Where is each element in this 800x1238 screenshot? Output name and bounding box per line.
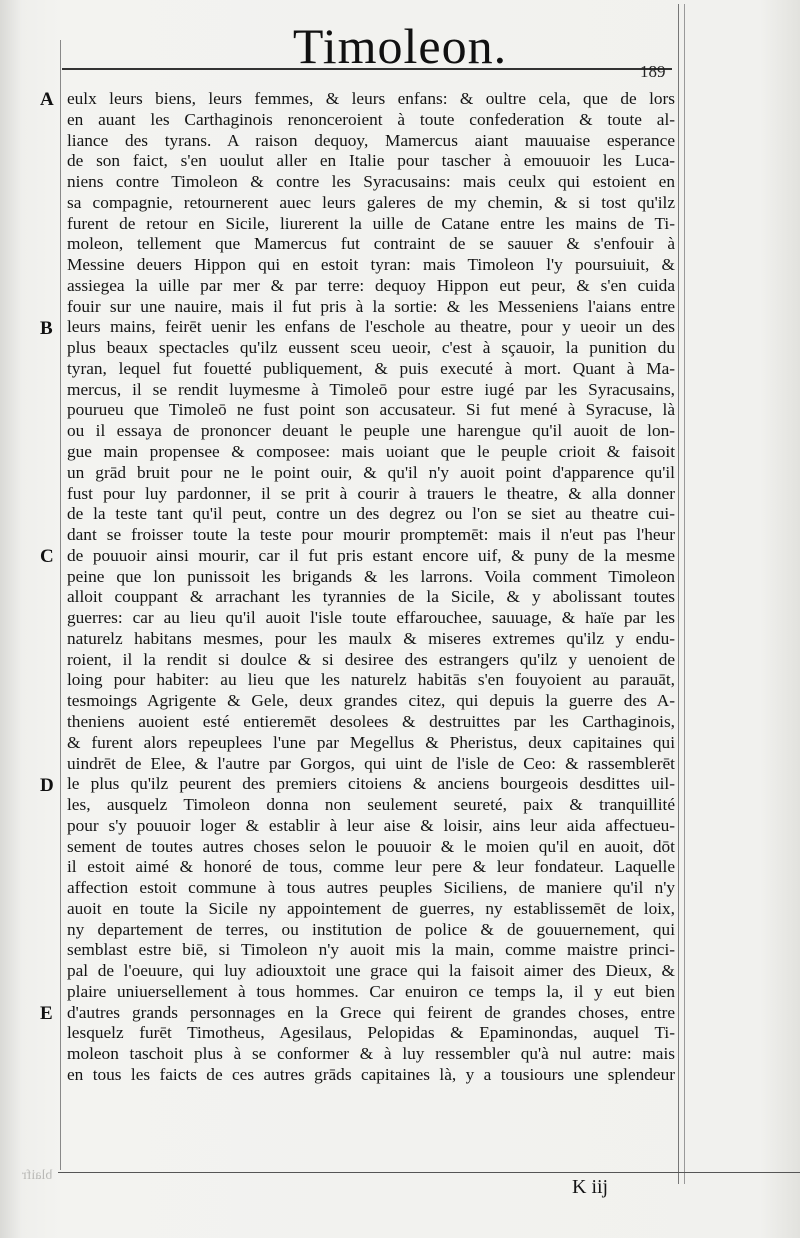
text-line: guerres: car au lieu qu'il auoit l'isle toute effarouchee, sauuage, & haïe par les (67, 608, 675, 628)
text-line: affection estoit commune à tous autres peuples Siciliens, de maniere qu'il n'y (67, 878, 675, 898)
text-line: le plus qu'ilz peurent des premiers citoiens & anciens bourgeois desdittes uil- (67, 774, 675, 794)
text-line: les, ausquelz Timoleon donna non seulement seureté, paix & tranquillité (67, 795, 675, 815)
margin-marker-d: D (40, 774, 54, 796)
right-margin-rule-outer (684, 4, 685, 1184)
text-line: pour s'y pouuoir loger & establir à leur aise & loisir, ains leur aida affectueu- (67, 815, 675, 835)
text-line: moleon taschoit plus à se conformer & à luy ressembler qu'à nul autre: mais (67, 1044, 675, 1064)
text-line: semblast estre biē, si Timoleon n'y auoit mis la main, comme maistre princi- (67, 940, 675, 960)
text-line: en tous les faicts de ces autres grāds capitaines là, y a tousiours une splendeur (67, 1064, 675, 1084)
text-line: leurs mains, feirēt uenir les enfans de l'eschole au theatre, pour y ueoir un des (67, 317, 675, 337)
text-line: peine que lon punissoit les brigands & les larrons. Voila comment Timoleon (67, 566, 675, 586)
text-line: liance des tyrans. A raison dequoy, Mamercus aiant mauuaise esperance (67, 130, 675, 150)
text-line: mercus, il se rendit luymesme à Timoleō pour estre iugé par les Syracusains, (67, 379, 675, 399)
text-line: moleon, tellement que Mamercus fut contraint de se sauuer & s'enfouir à (67, 234, 675, 254)
page-title: Timoleon. (292, 18, 508, 74)
text-line: plus beaux spectacles qu'ilz eussent sceu ueoir, c'est à sçauoir, la punition du (67, 338, 675, 358)
text-line: pal de l'oeuure, qui luy adiouxtoit une grace qui la faisoit aimer des Dieux, & (67, 961, 675, 981)
right-margin-rule (678, 4, 679, 1184)
text-line: alloit couppant & arrachant les tyrannies de la Sicile, & y abolissant toutes (67, 587, 675, 607)
text-line: d'autres grands personnages en la Grece qui feirent de grandes choses, entre (67, 1002, 675, 1022)
body-text (67, 89, 675, 1086)
text-line: & furent alors repeuplees l'une par Megellus & Pheristus, deux capitaines qui (67, 732, 675, 752)
left-margin-rule (60, 40, 61, 1170)
text-line: ou il essaya de prononcer deuant le peuple une harengue qu'il auoit de lon- (67, 421, 675, 441)
margin-marker-c: C (40, 546, 54, 568)
text-line: dant se froisser toute la teste pour mourir promptemēt: mais il n'eut pas l'heur (67, 525, 675, 545)
text-line: assiegea la uille par mer & par terre: dequoy Hippon eut peur, & s'en cuida (67, 275, 675, 295)
text-line: ny departement de terres, ou institution de police & de gouuernement, qui (67, 919, 675, 939)
text-line: tyran, lequel fut fouetté publiquement, & puis executé à mort. Quant à Ma- (67, 358, 675, 378)
text-line: furent de retour en Sicile, liurerent la uille de Catane entre les mains de Ti- (67, 213, 675, 233)
text-line: tesmoings Agrigente & Gele, deux grandes citez, qui depuis la guerre des A- (67, 691, 675, 711)
text-line: lesquelz furēt Timotheus, Agesilaus, Pelopidas & Epaminondas, auquel Ti- (67, 1023, 675, 1043)
signature-mark: K iij (572, 1176, 609, 1198)
title-rule (62, 68, 672, 70)
text-line: il estoit aimé & honoré de tous, comme leur pere & leur fondateur. Laquelle (67, 857, 675, 877)
text-line: de son faict, s'en uoulut aller en Italie pour tascher à emouuoir les Luca- (67, 151, 675, 171)
text-line: niens contre Timoleon & contre les Syracusains: mais ceulx qui estoient en (67, 172, 675, 192)
page-number: 189 (640, 62, 666, 81)
text-line: de pouuoir ainsi mourir, car il fut pris estant encore uif, & puny de la mesme (67, 545, 675, 565)
text-line: Messine deuers Hippon qui en estoit tyran: mais Timoleon l'y poursuiuit, & (67, 255, 675, 275)
text-line: uindrēt de Elee, & l'autre par Gorgos, qui uint de l'isle de Ceo: & rassemblerēt (67, 753, 675, 773)
text-line: sement de toutes autres choses selon le pouuoir & le moien qu'il en auoit, dōt (67, 836, 675, 856)
bottom-rule (58, 1172, 800, 1173)
bleed-through-text: blaifr (22, 1168, 53, 1183)
text-line: fust pour luy pardonner, il se prit à courir à trauers le theatre, & alla donner (67, 483, 675, 503)
text-line: pourueu que Timoleō ne fust point son accusateur. Si fut mené à Syracuse, là (67, 400, 675, 420)
text-line: gue main propensee & composee: mais uoiant que le peuple crioit & faisoit (67, 442, 675, 462)
text-line: un grād bruit pour ne le point ouir, & qu'il n'y auoit point d'apparence qu'il (67, 462, 675, 482)
margin-marker-b: B (40, 317, 53, 339)
text-line: eulx leurs biens, leurs femmes, & leurs enfans: & oultre cela, que de lors (67, 89, 675, 108)
margin-marker-e: E (40, 1003, 53, 1025)
text-line: loing pour habiter: au lieu que les naturelz habitās s'en fouyoient au parauāt, (67, 670, 675, 690)
margin-marker-a: A (40, 89, 54, 110)
text-line: en auant les Carthaginois renonceroient à toute confederation & toute al- (67, 109, 675, 129)
text-line: roient, il la rendit si doulce & si desiree des estrangers qu'ilz y uenoient de (67, 649, 675, 669)
text-line: auoit en toute la Sicile ny appointement de guerres, ny establissemēt de loix, (67, 898, 675, 918)
text-line: plaire uniuersellement à tous hommes. Car enuiron ce temps la, il y eut bien (67, 981, 675, 1001)
text-line: sa compagnie, retournerent auec leurs galeres de my chemin, & si tost qu'ilz (67, 192, 675, 212)
text-line: fouir sur une nauire, mais il fut pris à la sortie: & les Messeniens l'aians entre (67, 296, 675, 316)
text-line: theniens auoient esté entieremēt desolees & destruittes par les Carthaginois, (67, 711, 675, 731)
text-line: naturelz habitans mesmes, pour les maulx & miseres extremes qu'ilz y endu- (67, 628, 675, 648)
text-line: de la teste tant qu'il peut, contre un des degrez ou l'on se siet au theatre cui- (67, 504, 675, 524)
